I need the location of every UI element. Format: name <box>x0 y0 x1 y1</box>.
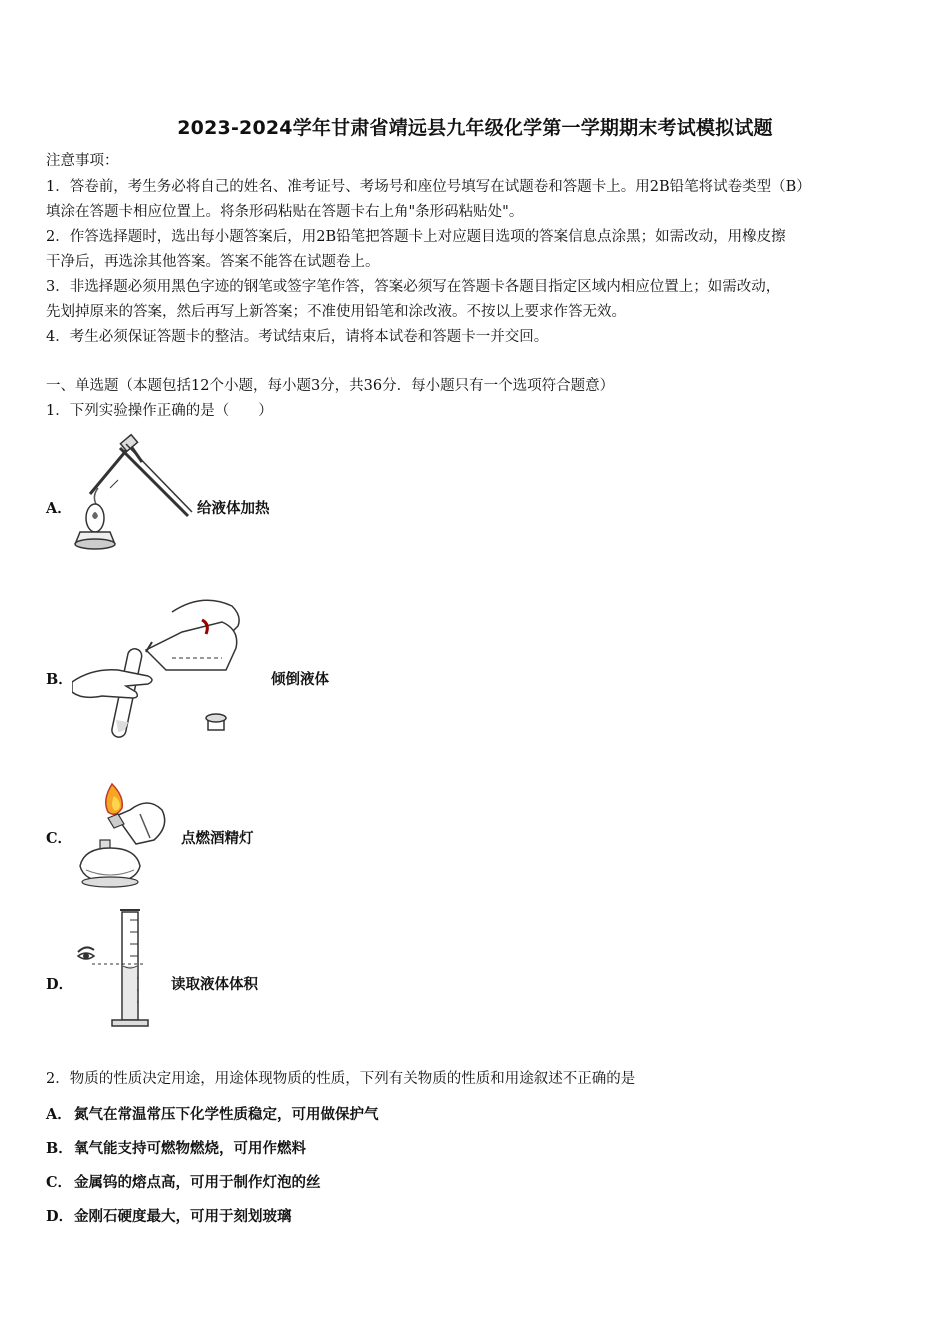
notice-line: 先划掉原来的答案，然后再写上新答案；不准使用铅笔和涂改液。不按以上要求作答无效。 <box>46 304 626 320</box>
question-1-stem: 1．下列实验操作正确的是（ ） <box>46 403 273 419</box>
q1-option-c-text: 点燃酒精灯 <box>181 830 254 847</box>
question-2-stem: 2．物质的性质决定用途，用途体现物质的性质，下列有关物质的性质和用途叙述不正确的是 <box>46 1071 636 1087</box>
q2-option-d-text: 金刚石硬度最大，可用于刻划玻璃 <box>74 1208 292 1225</box>
q1-option-b-text: 倾倒液体 <box>271 671 329 688</box>
q2-option-a-text: 氮气在常温常压下化学性质稳定，可用做保护气 <box>74 1106 379 1123</box>
q1-option-a-label: A． <box>46 500 72 517</box>
q2-option-b-text: 氧气能支持可燃物燃烧，可用作燃料 <box>74 1140 306 1157</box>
q2-option-d-label: D． <box>46 1208 74 1225</box>
q1-option-c-label: C． <box>46 830 73 847</box>
q2-option-c-label: C． <box>46 1174 73 1191</box>
notice-line: 4．考生必须保证答题卡的整洁。考试结束后，请将本试卷和答题卡一并交回。 <box>46 329 549 345</box>
lighting-alcohol-lamp-icon <box>72 782 172 890</box>
notice-line: 3．非选择题必须用黑色字迹的钢笔或签字笔作答，答案必须写在答题卡各题目指定区域内相应位置上；如需改动， <box>46 279 781 295</box>
q1-option-a-text: 给液体加热 <box>197 500 270 517</box>
notice-line: 2．作答选择题时，选出每小题答案后，用2B铅笔把答题卡上对应题目选项的答案信息点涂黑；如需改动，用橡皮擦 <box>46 229 786 245</box>
q1-option-d-text: 读取液体体积 <box>171 976 258 993</box>
notice-line: 1．答卷前，考生务必将自己的姓名、准考证号、考场号和座位号填写在试题卷和答题卡上。用2B铅笔将试卷类型（B） <box>46 179 811 195</box>
q1-option-d-label: D． <box>46 976 74 993</box>
pouring-liquid-icon <box>72 592 247 742</box>
q2-option-c-text: 金属钨的熔点高，可用于制作灯泡的丝 <box>74 1174 321 1191</box>
q2-option-b-label: B． <box>46 1140 73 1157</box>
notice-line: 干净后，再选涂其他答案。答案不能答在试题卷上。 <box>46 254 380 270</box>
heating-liquid-icon <box>70 432 195 554</box>
q1-option-b-label: B． <box>46 671 73 688</box>
reading-volume-icon <box>72 908 162 1030</box>
notice-heading: 注意事项： <box>46 153 119 169</box>
q2-option-a-label: A． <box>46 1106 72 1123</box>
section-heading: 一、单选题（本题包括12个小题，每小题3分，共36分．每小题只有一个选项符合题意） <box>46 378 615 394</box>
notice-line: 填涂在答题卡相应位置上。将条形码粘贴在答题卡右上角"条形码粘贴处"。 <box>46 204 524 220</box>
page-title: 2023-2024学年甘肃省靖远县九年级化学第一学期期末考试模拟试题 <box>177 117 773 139</box>
